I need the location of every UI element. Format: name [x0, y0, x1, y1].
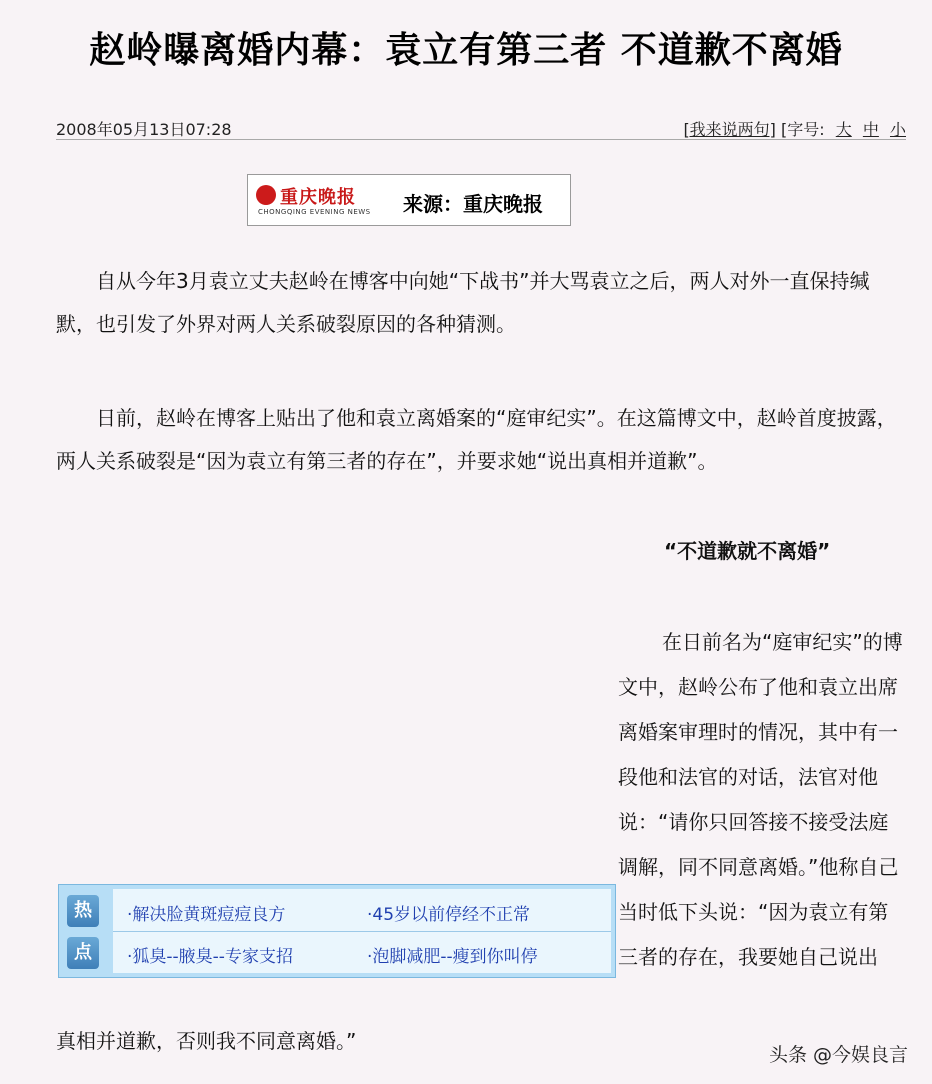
paragraph-3: 在日前名为“庭审纪实”的博文中，赵岭公布了他和袁立出席离婚案审理时的情况，其中有一段他和法官的对话，法官对他说：“请你只回答接不接受法庭调解，同不同意离婚。”他称自己当时低下头说：“因为袁立有第三者的存在，我要她自己说出: [618, 630, 903, 969]
font-size-large[interactable]: 大: [835, 120, 852, 139]
hot-links-panel: [113, 889, 611, 973]
newspaper-logo-icon: [256, 185, 276, 205]
comment-link[interactable]: [我来说两句]: [683, 120, 776, 139]
watermark: 头条 @今娱良言: [768, 1044, 908, 1066]
publish-date: 2008年05月13日07:28: [56, 120, 232, 139]
hot-row-divider: [113, 931, 611, 932]
article-title: 赵岭曝离婚内幕：袁立有第三者 不道歉不离婚: [89, 30, 843, 71]
hot-link-2[interactable]: ·45岁以前停经不正常: [367, 905, 531, 925]
hot-link-1[interactable]: ·解决脸黄斑痘痘良方: [127, 905, 286, 925]
font-size-small[interactable]: 小: [889, 120, 906, 139]
paragraph-2: 日前，赵岭在博客上贴出了他和袁立离婚案的“庭审纪实”。在这篇博文中，赵岭首度披露，两人关系破裂是“因为袁立有第三者的存在”，并要求她“说出真相并道歉”。: [56, 406, 897, 473]
font-size-label: [字号:: [781, 120, 825, 139]
newspaper-logo-en: CHONGQING EVENING NEWS: [258, 208, 371, 216]
newspaper-logo: [256, 183, 386, 217]
hot-tab-2: 点: [67, 937, 99, 969]
source-banner: [247, 174, 571, 226]
hot-link-4[interactable]: ·泡脚减肥--瘦到你叫停: [367, 947, 538, 967]
hot-tab-1: 热: [67, 895, 99, 927]
article-tools: [683, 117, 906, 140]
newspaper-logo-text: 重庆晚报: [280, 187, 356, 208]
paragraph-3-tail: 真相并道歉，否则我不同意离婚。”: [56, 1029, 357, 1053]
hot-links-box: [58, 884, 616, 978]
meta-divider: [56, 139, 906, 140]
section-subheading: “不道歉就不离婚”: [664, 539, 831, 563]
paragraph-1: 自从今年3月袁立丈夫赵岭在博客中向她“下战书”并大骂袁立之后，两人对外一直保持缄默，也引发了外界对两人关系破裂原因的各种猜测。: [56, 269, 870, 336]
hot-link-3[interactable]: ·狐臭--腋臭--专家支招: [127, 947, 293, 967]
font-size-medium[interactable]: 中: [862, 120, 879, 139]
source-label: 来源：重庆晚报: [403, 192, 543, 216]
